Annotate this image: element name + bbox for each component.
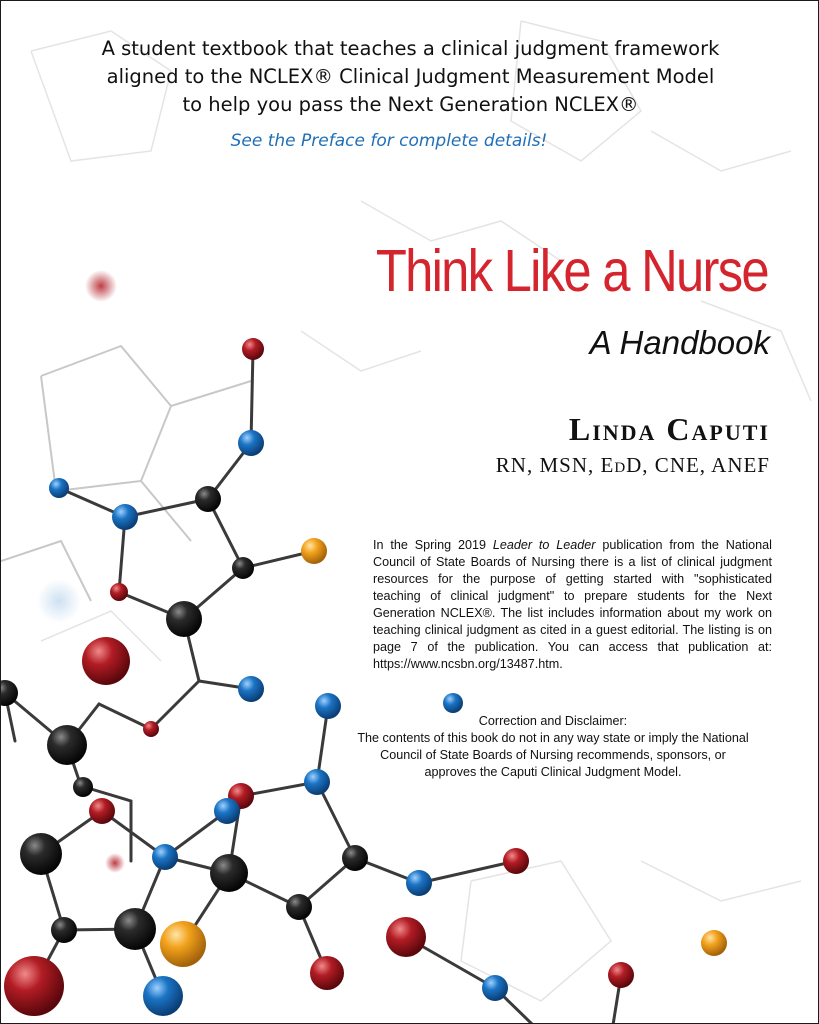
publication-name: Leader to Leader bbox=[492, 538, 596, 552]
tagline-line: A student textbook that teaches a clinical judgment framework bbox=[101, 37, 720, 60]
tagline-line: to help you pass the Next Generation NCLEX® bbox=[182, 93, 639, 116]
red-atom bbox=[110, 583, 128, 601]
notice-text: In the Spring 2019 bbox=[373, 538, 493, 552]
blue-atom bbox=[143, 976, 183, 1016]
blue-atom bbox=[238, 676, 264, 702]
red-atom bbox=[503, 848, 529, 874]
book-title: Think Like a Nurse bbox=[375, 238, 768, 304]
red-atom bbox=[82, 637, 130, 685]
red-atom bbox=[310, 956, 344, 990]
notice-text: publication from the National Council of State Boards of Nursing there is a list of clinical judgment resources for the purpose of getting started with "sophisticated teaching of clinical judgment" to prepare students for the Next Generation NCLEX®. The list includes information about my work on teaching clinical judgment as cited in a guest editorial. The listing is on page 7 of the publication. You can access that publication at: https://www.ncsbn.org/13487.htm. bbox=[373, 538, 772, 671]
red-atom bbox=[4, 956, 64, 1016]
black-atom bbox=[51, 917, 77, 943]
blue-atom bbox=[152, 844, 178, 870]
molecule-illustration bbox=[1, 1, 819, 1024]
author-credentials: RN, MSN, EdD, CNE, ANEF bbox=[495, 453, 770, 477]
blue-atom bbox=[406, 870, 432, 896]
black-atom bbox=[73, 777, 93, 797]
orange-atom bbox=[701, 930, 727, 956]
ncsbn-notice bbox=[373, 537, 772, 673]
orange-atom bbox=[160, 921, 206, 967]
bonds bbox=[5, 349, 621, 1024]
blue-atom bbox=[238, 430, 264, 456]
blue-atom bbox=[443, 693, 463, 713]
red-atom bbox=[143, 721, 159, 737]
black-atom bbox=[20, 833, 62, 875]
black-atom bbox=[47, 725, 87, 765]
red-atom bbox=[386, 917, 426, 957]
black-atom bbox=[210, 854, 248, 892]
see-preface-note: See the Preface for complete details! bbox=[230, 131, 548, 151]
disclaimer bbox=[353, 713, 753, 781]
blue-atom bbox=[315, 693, 341, 719]
orange-atom bbox=[301, 538, 327, 564]
black-atom bbox=[232, 557, 254, 579]
tagline-line: aligned to the NCLEX® Clinical Judgment Measurement Model bbox=[106, 65, 715, 88]
tagline bbox=[1, 35, 819, 119]
disclaimer-body: The contents of this book do not in any way state or imply the National Council of State Boards of Nursing recommends, sponsors, or approves the Caputi Clinical Judgment Model. bbox=[357, 731, 749, 779]
red-atom bbox=[608, 962, 634, 988]
black-atom bbox=[286, 894, 312, 920]
background-ring bbox=[1, 346, 251, 601]
author-name: Linda Caputi bbox=[568, 411, 770, 447]
red-atom bbox=[89, 798, 115, 824]
black-atom bbox=[114, 908, 156, 950]
blurred-blue-atom bbox=[37, 579, 81, 623]
blue-atom bbox=[304, 769, 330, 795]
blue-atom bbox=[112, 504, 138, 530]
blue-atom bbox=[49, 478, 69, 498]
disclaimer-heading: Correction and Disclaimer: bbox=[478, 714, 628, 728]
blue-atom bbox=[214, 798, 240, 824]
red-atom bbox=[242, 338, 264, 360]
black-atom bbox=[195, 486, 221, 512]
blue-atom bbox=[482, 975, 508, 1001]
blurred-red-atom bbox=[85, 270, 117, 302]
black-atom bbox=[342, 845, 368, 871]
black-atom bbox=[166, 601, 202, 637]
book-subtitle: A Handbook bbox=[589, 324, 770, 361]
blurred-red-atom bbox=[105, 853, 125, 873]
